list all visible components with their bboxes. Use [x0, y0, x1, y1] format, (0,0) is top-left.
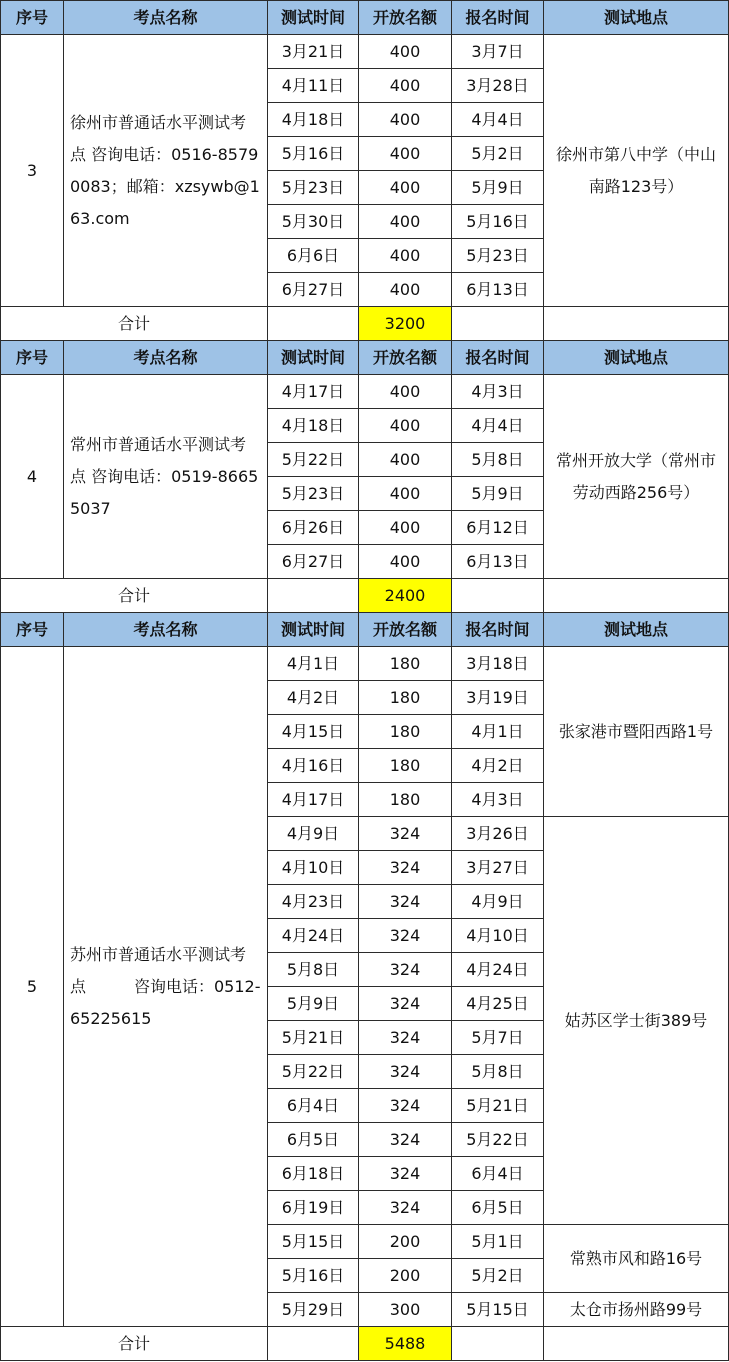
- header-quota[interactable]: 开放名额: [359, 1, 452, 35]
- empty-cell[interactable]: [452, 307, 544, 341]
- header-date[interactable]: 测试时间: [268, 341, 359, 375]
- empty-cell[interactable]: [544, 307, 729, 341]
- header-row: [1, 613, 729, 647]
- site-cell[interactable]: 常州市普通话水平测试考点 咨询电话：0519-86655037: [64, 375, 268, 579]
- reg-cell[interactable]: 3月28日: [452, 69, 544, 103]
- quota-cell[interactable]: 324: [359, 1191, 452, 1225]
- header-date[interactable]: 测试时间: [268, 613, 359, 647]
- reg-cell[interactable]: 5月2日: [452, 1259, 544, 1293]
- reg-cell[interactable]: 5月7日: [452, 1021, 544, 1055]
- quota-cell[interactable]: 400: [359, 239, 452, 273]
- quota-cell[interactable]: 400: [359, 69, 452, 103]
- reg-cell[interactable]: 5月8日: [452, 1055, 544, 1089]
- quota-cell[interactable]: 400: [359, 443, 452, 477]
- quota-cell[interactable]: 324: [359, 1055, 452, 1089]
- header-seq[interactable]: 序号: [1, 1, 64, 35]
- reg-cell[interactable]: 4月4日: [452, 103, 544, 137]
- date-cell[interactable]: 5月9日: [268, 987, 359, 1021]
- quota-cell[interactable]: 400: [359, 273, 452, 307]
- quota-cell[interactable]: 324: [359, 987, 452, 1021]
- date-cell[interactable]: 4月16日: [268, 749, 359, 783]
- quota-cell[interactable]: 324: [359, 1123, 452, 1157]
- reg-cell[interactable]: 4月1日: [452, 715, 544, 749]
- header-date[interactable]: 测试时间: [268, 1, 359, 35]
- quota-cell[interactable]: 180: [359, 681, 452, 715]
- location-cell[interactable]: 张家港市暨阳西路1号: [544, 647, 729, 817]
- quota-cell[interactable]: 324: [359, 1021, 452, 1055]
- header-reg[interactable]: 报名时间: [452, 613, 544, 647]
- quota-cell[interactable]: 400: [359, 545, 452, 579]
- header-row: [1, 1, 729, 35]
- header-loc[interactable]: 测试地点: [544, 341, 729, 375]
- reg-cell[interactable]: 3月19日: [452, 681, 544, 715]
- reg-cell[interactable]: 6月4日: [452, 1157, 544, 1191]
- quota-cell[interactable]: 324: [359, 1089, 452, 1123]
- seq-cell[interactable]: 4: [1, 375, 64, 579]
- quota-cell[interactable]: 324: [359, 953, 452, 987]
- table-row: [1, 35, 729, 69]
- header-row: [1, 341, 729, 375]
- date-cell[interactable]: 4月10日: [268, 851, 359, 885]
- header-loc[interactable]: 测试地点: [544, 613, 729, 647]
- quota-cell[interactable]: 324: [359, 919, 452, 953]
- quota-cell[interactable]: 400: [359, 103, 452, 137]
- reg-cell[interactable]: 5月9日: [452, 477, 544, 511]
- empty-cell[interactable]: [268, 579, 359, 613]
- reg-cell[interactable]: 4月24日: [452, 953, 544, 987]
- date-cell[interactable]: 4月18日: [268, 409, 359, 443]
- quota-cell[interactable]: 180: [359, 749, 452, 783]
- date-cell[interactable]: 4月24日: [268, 919, 359, 953]
- reg-cell[interactable]: 6月13日: [452, 545, 544, 579]
- date-cell[interactable]: 6月19日: [268, 1191, 359, 1225]
- total-value[interactable]: 5488: [359, 1327, 452, 1361]
- reg-cell[interactable]: 6月13日: [452, 273, 544, 307]
- reg-cell[interactable]: 5月23日: [452, 239, 544, 273]
- date-cell[interactable]: 6月27日: [268, 273, 359, 307]
- site-cell[interactable]: 徐州市普通话水平测试考点 咨询电话：0516-85790083；邮箱：xzsywb@163.com: [64, 35, 268, 307]
- reg-cell[interactable]: 5月15日: [452, 1293, 544, 1327]
- reg-cell[interactable]: 6月5日: [452, 1191, 544, 1225]
- quota-cell[interactable]: 400: [359, 35, 452, 69]
- quota-cell[interactable]: 180: [359, 783, 452, 817]
- header-site[interactable]: 考点名称: [64, 613, 268, 647]
- header-site[interactable]: 考点名称: [64, 1, 268, 35]
- date-cell[interactable]: 4月2日: [268, 681, 359, 715]
- reg-cell[interactable]: 3月26日: [452, 817, 544, 851]
- header-loc[interactable]: 测试地点: [544, 1, 729, 35]
- quota-cell[interactable]: 400: [359, 409, 452, 443]
- reg-cell[interactable]: 5月1日: [452, 1225, 544, 1259]
- date-cell[interactable]: 5月23日: [268, 477, 359, 511]
- empty-cell[interactable]: [452, 1327, 544, 1361]
- quota-cell[interactable]: 300: [359, 1293, 452, 1327]
- header-seq[interactable]: 序号: [1, 613, 64, 647]
- seq-cell[interactable]: 3: [1, 35, 64, 307]
- header-reg[interactable]: 报名时间: [452, 341, 544, 375]
- date-cell[interactable]: 6月6日: [268, 239, 359, 273]
- reg-cell[interactable]: 4月4日: [452, 409, 544, 443]
- date-cell[interactable]: 6月18日: [268, 1157, 359, 1191]
- total-value[interactable]: 2400: [359, 579, 452, 613]
- header-quota[interactable]: 开放名额: [359, 341, 452, 375]
- date-cell[interactable]: 5月16日: [268, 1259, 359, 1293]
- quota-cell[interactable]: 324: [359, 851, 452, 885]
- date-cell[interactable]: 4月15日: [268, 715, 359, 749]
- total-row: [1, 307, 729, 341]
- date-cell[interactable]: 5月21日: [268, 1021, 359, 1055]
- quota-cell[interactable]: 400: [359, 137, 452, 171]
- reg-cell[interactable]: 5月8日: [452, 443, 544, 477]
- quota-cell[interactable]: 180: [359, 647, 452, 681]
- total-label[interactable]: 合计: [1, 1327, 268, 1361]
- total-value[interactable]: 3200: [359, 307, 452, 341]
- quota-cell[interactable]: 180: [359, 715, 452, 749]
- header-site[interactable]: 考点名称: [64, 341, 268, 375]
- reg-cell[interactable]: 4月3日: [452, 375, 544, 409]
- quota-cell[interactable]: 400: [359, 171, 452, 205]
- location-cell[interactable]: 太仓市扬州路99号: [544, 1293, 729, 1327]
- date-cell[interactable]: 4月17日: [268, 375, 359, 409]
- quota-cell[interactable]: 400: [359, 375, 452, 409]
- total-label[interactable]: 合计: [1, 307, 268, 341]
- table-row: [1, 375, 729, 409]
- date-cell[interactable]: 4月1日: [268, 647, 359, 681]
- quota-cell[interactable]: 400: [359, 205, 452, 239]
- date-cell[interactable]: 4月9日: [268, 817, 359, 851]
- reg-cell[interactable]: 3月27日: [452, 851, 544, 885]
- reg-cell[interactable]: 4月3日: [452, 783, 544, 817]
- date-cell[interactable]: 4月23日: [268, 885, 359, 919]
- date-cell[interactable]: 5月22日: [268, 1055, 359, 1089]
- location-cell[interactable]: 常州开放大学（常州市劳动西路256号）: [544, 375, 729, 579]
- reg-cell[interactable]: 3月7日: [452, 35, 544, 69]
- reg-cell[interactable]: 5月2日: [452, 137, 544, 171]
- reg-cell[interactable]: 3月18日: [452, 647, 544, 681]
- header-reg[interactable]: 报名时间: [452, 1, 544, 35]
- location-cell[interactable]: 徐州市第八中学（中山南路123号）: [544, 35, 729, 307]
- quota-cell[interactable]: 400: [359, 511, 452, 545]
- total-label[interactable]: 合计: [1, 579, 268, 613]
- empty-cell[interactable]: [268, 307, 359, 341]
- reg-cell[interactable]: 4月25日: [452, 987, 544, 1021]
- date-cell[interactable]: 6月26日: [268, 511, 359, 545]
- reg-cell[interactable]: 4月2日: [452, 749, 544, 783]
- date-cell[interactable]: 5月30日: [268, 205, 359, 239]
- date-cell[interactable]: 3月21日: [268, 35, 359, 69]
- table-row: [1, 647, 729, 681]
- header-quota[interactable]: 开放名额: [359, 613, 452, 647]
- date-cell[interactable]: 5月22日: [268, 443, 359, 477]
- quota-cell[interactable]: 324: [359, 885, 452, 919]
- empty-cell[interactable]: [452, 579, 544, 613]
- quota-cell[interactable]: 200: [359, 1259, 452, 1293]
- empty-cell[interactable]: [268, 1327, 359, 1361]
- reg-cell[interactable]: 4月9日: [452, 885, 544, 919]
- reg-cell[interactable]: 5月16日: [452, 205, 544, 239]
- reg-cell[interactable]: 5月21日: [452, 1089, 544, 1123]
- date-cell[interactable]: 5月16日: [268, 137, 359, 171]
- quota-cell[interactable]: 400: [359, 477, 452, 511]
- date-cell[interactable]: 5月15日: [268, 1225, 359, 1259]
- quota-cell[interactable]: 324: [359, 817, 452, 851]
- date-cell[interactable]: 5月23日: [268, 171, 359, 205]
- seq-cell[interactable]: 5: [1, 647, 64, 1327]
- total-row: [1, 579, 729, 613]
- date-cell[interactable]: 6月27日: [268, 545, 359, 579]
- date-cell[interactable]: 4月18日: [268, 103, 359, 137]
- date-cell[interactable]: 5月8日: [268, 953, 359, 987]
- date-cell[interactable]: 6月5日: [268, 1123, 359, 1157]
- quota-cell[interactable]: 324: [359, 1157, 452, 1191]
- location-cell[interactable]: 常熟市风和路16号: [544, 1225, 729, 1293]
- reg-cell[interactable]: 5月22日: [452, 1123, 544, 1157]
- reg-cell[interactable]: 5月9日: [452, 171, 544, 205]
- quota-cell[interactable]: 200: [359, 1225, 452, 1259]
- site-cell[interactable]: 苏州市普通话水平测试考点 咨询电话：0512-65225615: [64, 647, 268, 1327]
- date-cell[interactable]: 4月11日: [268, 69, 359, 103]
- total-row: [1, 1327, 729, 1361]
- date-cell[interactable]: 4月17日: [268, 783, 359, 817]
- location-cell[interactable]: 姑苏区学士街389号: [544, 817, 729, 1225]
- empty-cell[interactable]: [544, 579, 729, 613]
- date-cell[interactable]: 6月4日: [268, 1089, 359, 1123]
- empty-cell[interactable]: [544, 1327, 729, 1361]
- header-seq[interactable]: 序号: [1, 341, 64, 375]
- date-cell[interactable]: 5月29日: [268, 1293, 359, 1327]
- reg-cell[interactable]: 6月12日: [452, 511, 544, 545]
- reg-cell[interactable]: 4月10日: [452, 919, 544, 953]
